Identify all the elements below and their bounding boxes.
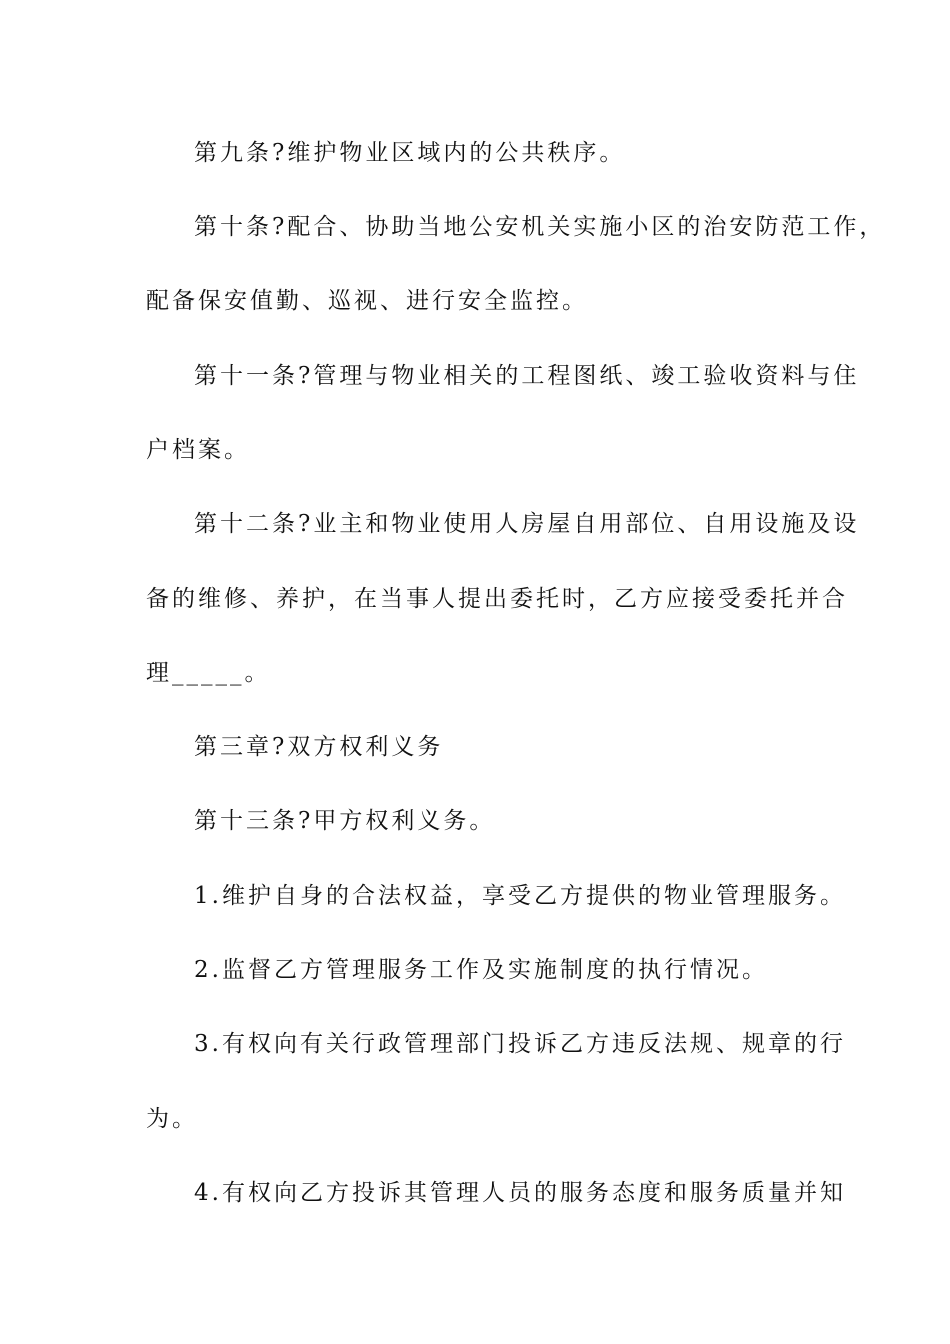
chapter-3-heading: 第三章?双方权利义务 xyxy=(194,734,444,760)
list-item-4: 4.有权向乙方投诉其管理人员的服务态度和服务质量并知 xyxy=(194,1180,846,1206)
list-item-2: 2.监督乙方管理服务工作及实施制度的执行情况。 xyxy=(194,957,768,983)
paragraph-article-11: 第十一条?管理与物业相关的工程图纸、竣工验收资料与住 xyxy=(194,363,860,389)
paragraph-article-13: 第十三条?甲方权利义务。 xyxy=(194,808,496,834)
list-item-1: 1.维护自身的合法权益，享受乙方提供的物业管理服务。 xyxy=(194,883,846,909)
paragraph-article-12-cont: 备的维修、养护，在当事人提出委托时，乙方应接受委托并合 xyxy=(146,586,848,612)
paragraph-article-9: 第九条?维护物业区域内的公共秩序。 xyxy=(194,140,626,166)
paragraph-article-10-cont: 配备保安值勤、巡视、进行安全监控。 xyxy=(146,288,588,314)
paragraph-article-11-cont: 户档案。 xyxy=(146,437,250,463)
paragraph-article-12: 第十二条?业主和物业使用人房屋自用部位、自用设施及设 xyxy=(194,511,860,537)
paragraph-article-12-end: 理_____。 xyxy=(146,660,271,686)
list-item-3: 3.有权向有关行政管理部门投诉乙方违反法规、规章的行 xyxy=(194,1031,846,1057)
paragraph-article-10: 第十条?配合、协助当地公安机关实施小区的治安防范工作， xyxy=(194,214,886,240)
list-item-3-cont: 为。 xyxy=(146,1106,198,1132)
